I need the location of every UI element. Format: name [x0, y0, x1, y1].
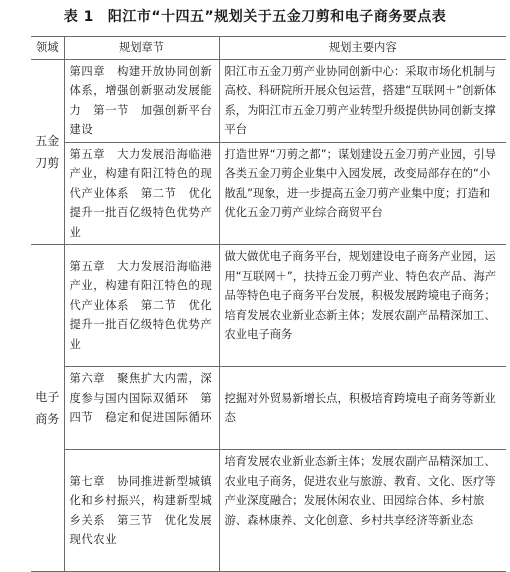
table-row: [31, 142, 506, 245]
domain-cell-ecommerce: 电子商务: [31, 245, 64, 572]
chapter-cell: 第七章 协同推进新型城镇化和乡村振兴，构建新型城乡关系 第三节 优化发展现代农业: [64, 450, 219, 572]
content-cell: 做大做优电子商务平台，规划建设电子商务产业园，运用“互联网＋”，扶持五金刀剪产业、特色农产品、海产品等特色电子商务平台发展，积极发展跨境电子商务；培育发展农业新业态新主体；发展农副产品精深加工、农业电子商务: [219, 245, 506, 367]
table-row: [31, 245, 506, 367]
domain-cell-hardware-cutlery: 五金刀剪: [31, 59, 64, 245]
table-row: [31, 367, 506, 450]
chapter-cell: 第五章 大力发展沿海临港产业，构建有阳江特色的现代产业体系 第二节 优化提升一批百亿级特色优势产业: [64, 142, 219, 245]
chapter-cell: 第六章 聚焦扩大内需，深度参与国内国际双循环 第四节 稳定和促进国际循环: [64, 367, 219, 450]
chapter-cell: 第四章 构建开放协同创新体系，增强创新驱动发展能力 第一节 加强创新平台建设: [64, 59, 219, 142]
table-title: [0, 6, 510, 26]
chapter-cell: 第五章 大力发展沿海临港产业，构建有阳江特色的现代产业体系 第二节 优化提升一批百亿级特色优势产业: [64, 245, 219, 367]
content-cell: 挖掘对外贸易新增长点，积极培育跨境电子商务等新业态: [219, 367, 506, 450]
header-domain: 领域: [31, 37, 64, 60]
table-row: [31, 59, 506, 142]
content-cell: 培育发展农业新业态新主体；发展农副产品精深加工、农业电子商务，促进农业与旅游、教育、文化、医疗等产业深度融合；发展休闲农业、田园综合体、乡村旅游、森林康养、文化创意、乡村共享经济等新业态: [219, 450, 506, 572]
table-title-text: 阳江市“十四五”规划关于五金刀剪和电子商务要点表: [107, 9, 447, 25]
header-chapter: 规划章节: [64, 37, 219, 60]
table-row: [31, 450, 506, 572]
table-header-row: [31, 37, 506, 60]
content-cell: 阳江市五金刀剪产业协同创新中心：采取市场化机制与高校、科研院所开展众包运营，搭建“互联网＋”创新体系，为阳江市五金刀剪产业转型升级提供协同创新支撑平台: [219, 59, 506, 142]
header-content: 规划主要内容: [219, 37, 506, 60]
planning-table: [31, 36, 506, 572]
table-number: 表 1: [63, 9, 94, 25]
content-cell: 打造世界“刀剪之都”；谋划建设五金刀剪产业园，引导各类五金刀剪企业集中入园发展，改变局部存在的“小散乱”现象，进一步提高五金刀剪产业集中度；打造和优化五金刀剪产业综合商贸平台: [219, 142, 506, 245]
